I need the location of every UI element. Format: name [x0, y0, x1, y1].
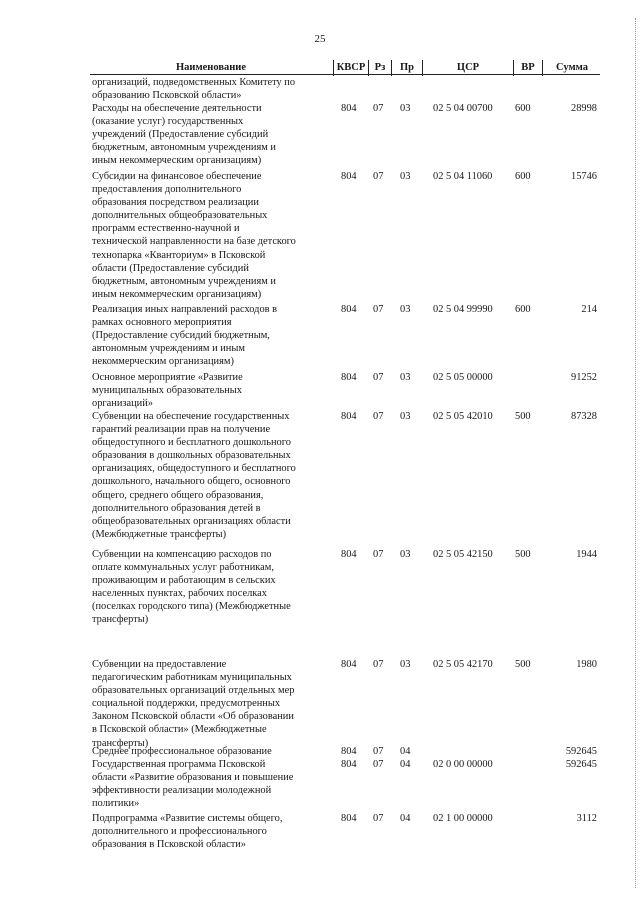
row-kvsr: 804 [341, 549, 357, 560]
row-sum: 91252 [571, 372, 597, 383]
row-csr: 02 5 05 00000 [433, 372, 493, 383]
row-pr: 04 [400, 813, 411, 824]
row-csr: 02 0 00 00000 [433, 759, 493, 770]
row-csr: 02 5 05 42010 [433, 411, 493, 422]
header-sum: Сумма [542, 60, 601, 76]
row-vr: 500 [515, 411, 531, 422]
row-sum: 1944 [576, 549, 597, 560]
row-kvsr: 804 [341, 372, 357, 383]
row-pr: 03 [400, 372, 411, 383]
row-kvsr: 804 [341, 746, 357, 757]
row-sum: 87328 [571, 411, 597, 422]
row-name: Среднее профессиональное образование [92, 746, 272, 757]
row-sum: 214 [581, 304, 597, 315]
row-csr: 02 5 05 42150 [433, 549, 493, 560]
row-kvsr: 804 [341, 659, 357, 670]
row-rz: 07 [373, 304, 384, 315]
row-name: Субвенции на предоставление педагогическим работникам муниципальных образовательных организаций отдельных мер социальной поддержки, предусмотренных Законом Псковской области «Об образовании в Псковской области» (Межбюджетные трансферты) [92, 659, 295, 749]
row-rz: 07 [373, 549, 384, 560]
header-name: Наименование [176, 62, 246, 73]
row-sum: 28998 [571, 103, 597, 114]
row-sum: 592645 [565, 759, 597, 770]
row-name: Подпрограмма «Развитие системы общего, дополнительного и профессионального образования в Псковской области» [92, 813, 283, 851]
row-pr: 04 [400, 759, 411, 770]
row-kvsr: 804 [341, 304, 357, 315]
row-rz: 07 [373, 759, 384, 770]
row-csr: 02 5 04 99990 [433, 304, 493, 315]
row-sum: 15746 [571, 171, 597, 182]
row-name: организаций, подведомственных Комитету по образованию Псковской области» [92, 77, 296, 102]
table-header [90, 60, 600, 76]
row-kvsr: 804 [341, 813, 357, 824]
scan-edge [633, 18, 636, 888]
row-pr: 03 [400, 171, 411, 182]
row-rz: 07 [373, 171, 384, 182]
row-sum: 3112 [576, 813, 597, 824]
header-csr: ЦСР [422, 60, 513, 76]
row-csr: 02 1 00 00000 [433, 813, 493, 824]
header-vr: ВР [513, 60, 542, 76]
row-rz: 07 [373, 659, 384, 670]
row-name: Субвенции на обеспечение государственных гарантий реализации прав на получение общедоступного и бесплатного дошкольного образования в дошкольных образовательных организациях, общедоступного и бесплатного дошкольного, начального общего, основного общего, среднего общего образования, дополнительного образования детей в общеобразовательных организациях области (Межбюджетные трансферты) [92, 411, 296, 540]
row-rz: 07 [373, 372, 384, 383]
row-kvsr: 804 [341, 103, 357, 114]
row-rz: 07 [373, 411, 384, 422]
row-name: Государственная программа Псковской области «Развитие образования и повышение эффективности реализации молодежной политики» [92, 759, 294, 810]
row-kvsr: 804 [341, 411, 357, 422]
row-vr: 500 [515, 549, 531, 560]
row-name: Основное мероприятие «Развитие муниципальных образовательных организаций» [92, 372, 243, 410]
header-pr: Пр [391, 60, 422, 76]
row-sum: 1980 [576, 659, 597, 670]
page-number: 25 [314, 33, 326, 45]
row-rz: 07 [373, 103, 384, 114]
row-name: Субвенции на компенсацию расходов по оплате коммунальных услуг работникам, проживающим и работающим в сельских населенных пунктах, рабочих поселках (поселках городского типа) (Межбюджетные трансферты) [92, 549, 291, 626]
row-vr: 600 [515, 304, 531, 315]
row-name: Реализация иных направлений расходов в рамках основного мероприятия (Предоставление субсидий бюджетным, автономным учреждениям и иным некоммерческим организациям) [92, 304, 278, 368]
row-csr: 02 5 04 00700 [433, 103, 493, 114]
row-vr: 600 [515, 103, 531, 114]
row-csr: 02 5 04 11060 [433, 171, 493, 182]
row-rz: 07 [373, 813, 384, 824]
row-kvsr: 804 [341, 759, 357, 770]
row-kvsr: 804 [341, 171, 357, 182]
row-vr: 500 [515, 659, 531, 670]
row-pr: 03 [400, 549, 411, 560]
row-rz: 07 [373, 746, 384, 757]
row-pr: 03 [400, 411, 411, 422]
row-pr: 04 [400, 746, 411, 757]
row-name: Расходы на обеспечение деятельности (оказание услуг) государственных учреждений (Предоставление субсидий бюджетным, автономным учреждениям и иным некоммерческим организациям) [92, 103, 276, 167]
row-pr: 03 [400, 659, 411, 670]
row-pr: 03 [400, 304, 411, 315]
row-name: Субсидии на финансовое обеспечение предоставления дополнительного образования посредством реализации дополнительных общеобразовательных программ естественно-научной и технической направленности на базе детского технопарка «Кванториум» в Псковской области (Предоставление субсидий бюджетным, автономным учреждениям и иным некоммерческим организациям) [92, 171, 296, 300]
row-pr: 03 [400, 103, 411, 114]
header-rz: Рз [368, 60, 391, 76]
row-csr: 02 5 05 42170 [433, 659, 493, 670]
header-kvsr: КВСР [333, 60, 368, 76]
row-vr: 600 [515, 171, 531, 182]
row-sum: 592645 [565, 746, 597, 757]
